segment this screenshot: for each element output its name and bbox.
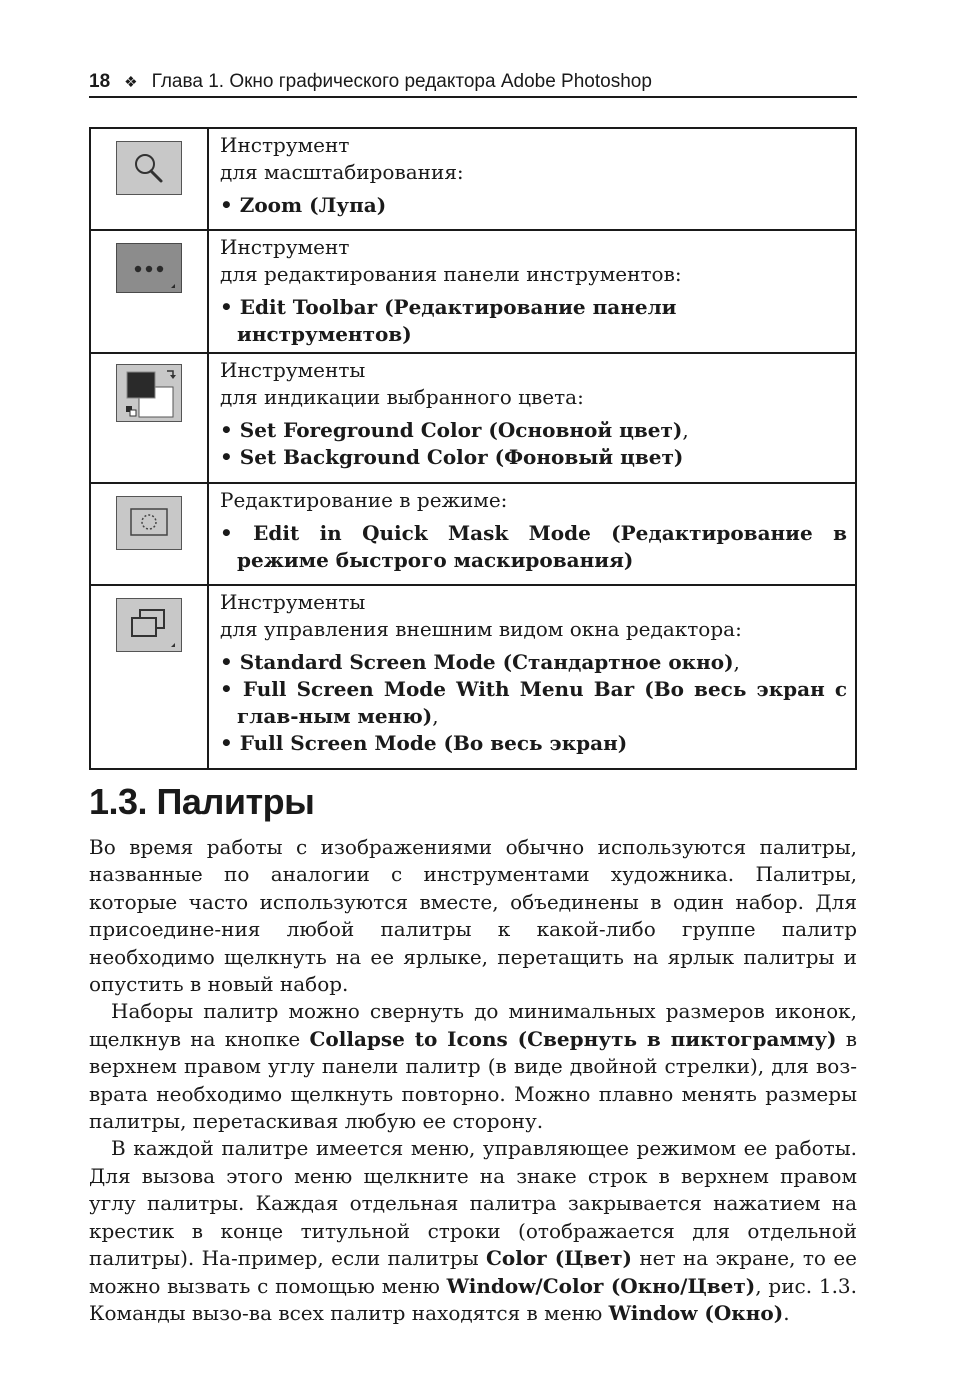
edit-toolbar-dots-icon	[116, 243, 182, 293]
paragraph: В каждой палитре имеется меню, управляющее режимом ее работы. Для вызова этого меню щелкните на знаке строк в верхнем правом углу палитры. Каждая отдельная палитра закрывается нажатием на крестик в конце титульной строки (отображается для отдельной палитры). На-пример, если палитры Color (Цвет) нет на экране, то ее можно вызвать с помощью меню Window/Color (Окно/Цвет), рис. 1.3. Команды вызо-ва всех палитр находятся в меню Window (Окно).	[89, 1136, 858, 1325]
paragraph: Наборы палитр можно свернуть до минимальных размеров иконок, щелкнув на кнопке Collapse to Icons (Свернуть в пиктограмму) в верхнем правом углу панели палитр (в виде двойной стрелки), для воз-врата необходимо щелкнуть повторно. Можно плавно менять размеры палитры, перетаскивая любую ее сторону.	[89, 999, 857, 1134]
description-line: Инструменты	[220, 358, 366, 382]
tool-name: • Edit Toolbar (Редактирование панели инструментов)	[220, 295, 677, 346]
running-header	[89, 68, 857, 98]
description-line: Инструмент	[220, 235, 350, 259]
table-row	[90, 483, 856, 585]
paragraph: Во время работы с изображениями обычно используются палитры, названные по аналогии с инструментами художника. Палитры, которые часто используются вместе, объединены в один набор. Для присоедине-ния любой палитры к какой-либо группе палитр необходимо щелкнуть на ее ярлыке, перетащить на ярлык палитры и опустить в новый набор.	[89, 835, 857, 997]
tool-name: • Edit in Quick Mask Mode (Редактирование в режиме быстрого маскирования)	[220, 521, 847, 572]
tool-description	[208, 353, 856, 483]
chapter-title: Глава 1. Окно графического редактора Adobe Photoshop	[151, 71, 652, 92]
tool-name: • Set Foreground Color (Основной цвет),	[220, 418, 689, 442]
description-line: для редактирования панели инструментов:	[220, 262, 682, 286]
tool-description	[208, 230, 856, 353]
table-row	[90, 353, 856, 483]
description-line: для масштабирования:	[220, 160, 464, 184]
tool-name: • Full Screen Mode With Menu Bar (Во весь экран с глав-ным меню),	[220, 677, 847, 728]
tool-description	[208, 585, 856, 769]
tool-name: • Set Background Color (Фоновый цвет)	[220, 445, 684, 469]
zoom-magnifier-icon	[116, 141, 182, 195]
tools-table	[89, 127, 857, 770]
tool-description	[208, 483, 856, 585]
description-line: для управления внешним видом окна редактора:	[220, 617, 742, 641]
description-line: Редактирование в режиме:	[220, 488, 508, 512]
section-heading: 1.3. Палитры	[89, 781, 315, 822]
color-swatches-icon	[116, 364, 182, 422]
description-line: для индикации выбранного цвета:	[220, 385, 584, 409]
tool-name: • Full Screen Mode (Во весь экран)	[220, 731, 628, 755]
description-line: Инструмент	[220, 133, 350, 157]
page-number: 18	[89, 71, 111, 92]
table-row	[90, 585, 856, 769]
quick-mask-icon	[116, 496, 182, 550]
screen-mode-icon	[116, 598, 182, 652]
tool-name: • Zoom (Лупа)	[220, 193, 387, 217]
ornament-icon: ❖	[124, 74, 138, 91]
section-body	[89, 834, 857, 1327]
tool-description	[208, 128, 856, 230]
tool-name: • Standard Screen Mode (Стандартное окно),	[220, 650, 740, 674]
table-row	[90, 128, 856, 230]
table-row	[90, 230, 856, 353]
description-line: Инструменты	[220, 590, 366, 614]
